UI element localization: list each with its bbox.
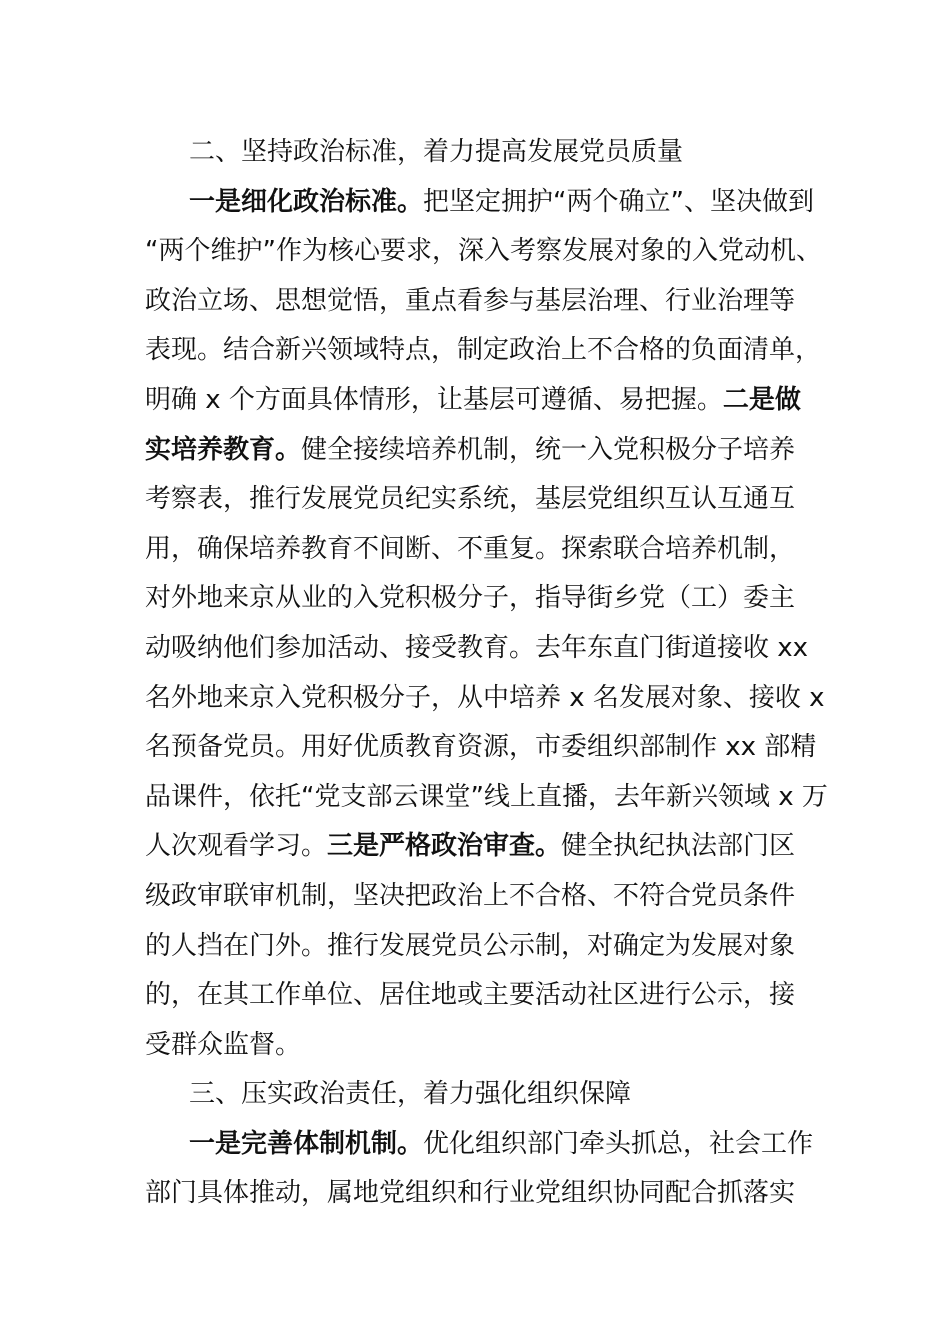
- text-line: [145, 723, 817, 773]
- bold-heading-segment: 二是做: [722, 384, 801, 415]
- text-line: [145, 475, 805, 525]
- text-segment: 名外地来京入党积极分子，从中培养 x 名发展对象、接收 x: [145, 682, 825, 713]
- text-segment: 健全接续培养机制，统一入党积极分子培养: [301, 434, 796, 465]
- text-line: [145, 624, 809, 674]
- text-segment: 名预备党员。用好优质教育资源，市委组织部制作 xx 部精: [145, 732, 817, 763]
- text-line: [145, 1120, 814, 1170]
- text-segment: 明确 x 个方面具体情形，让基层可遵循、易把握。: [145, 384, 723, 415]
- text-line: [145, 971, 805, 1021]
- text-segment: 考察表，推行发展党员纪实系统，基层党组织互认互通互: [145, 484, 796, 515]
- text-segment: 动吸纳他们参加活动、接受教育。去年东直门街道接收 xx: [145, 632, 809, 663]
- text-line: [145, 1070, 805, 1120]
- text-segment: 三、压实政治责任，着力强化组织保障: [189, 1079, 632, 1110]
- text-segment: 表现。结合新兴领域特点，制定政治上不合格的负面清单，: [145, 335, 822, 366]
- text-line: [145, 773, 828, 823]
- text-line: [145, 674, 825, 724]
- text-line: [145, 227, 822, 277]
- text-segment: 人次观看学习。: [145, 831, 328, 862]
- text-segment: 部门具体推动，属地党组织和行业党组织协同配合抓落实: [145, 1178, 796, 1209]
- text-line: [145, 178, 814, 228]
- text-segment: 二、坚持政治标准，着力提高发展党员质量: [189, 137, 684, 167]
- text-line: [145, 376, 805, 426]
- text-line: [145, 1169, 805, 1219]
- bold-heading-segment: 三是严格政治审查。: [327, 831, 562, 862]
- text-segment: 对外地来京从业的入党积极分子，指导街乡党（工）委主: [145, 583, 796, 614]
- text-segment: 健全执纪执法部门区: [561, 831, 796, 862]
- text-segment: 受群众监督。: [145, 1029, 302, 1060]
- text-line: [145, 128, 805, 178]
- bold-heading-segment: 一是完善体制机制。: [189, 1128, 424, 1159]
- text-segment: 把坚定拥护“两个确立”、坚决做到: [423, 186, 814, 217]
- text-segment: 品课件，依托“党支部云课堂”线上直播，去年新兴领域 x 万: [145, 781, 828, 812]
- text-line: [145, 922, 805, 972]
- text-line: [145, 326, 822, 376]
- text-line: [145, 1021, 805, 1071]
- text-line: [145, 574, 805, 624]
- text-segment: 的，在其工作单位、居住地或主要活动社区进行公示，接: [145, 980, 796, 1011]
- text-segment: 政治立场、思想觉悟，重点看参与基层治理、行业治理等: [145, 285, 796, 316]
- text-segment: 级政审联审机制，坚决把政治上不合格、不符合党员条件: [145, 880, 796, 911]
- text-line: [145, 525, 805, 575]
- text-line: [145, 426, 805, 476]
- text-segment: 的人挡在门外。推行发展党员公示制，对确定为发展对象: [145, 930, 796, 961]
- text-line: [145, 277, 805, 327]
- text-line: [145, 822, 805, 872]
- text-line: [145, 872, 805, 922]
- text-segment: 优化组织部门牵头抓总，社会工作: [423, 1128, 814, 1159]
- document-page: [145, 128, 828, 1219]
- text-segment: “两个维护”作为核心要求，深入考察发展对象的入党动机、: [145, 236, 822, 267]
- bold-heading-segment: 实培养教育。: [145, 434, 302, 465]
- text-segment: 用，确保培养教育不间断、不重复。探索联合培养机制，: [145, 533, 796, 564]
- bold-heading-segment: 一是细化政治标准。: [189, 186, 424, 217]
